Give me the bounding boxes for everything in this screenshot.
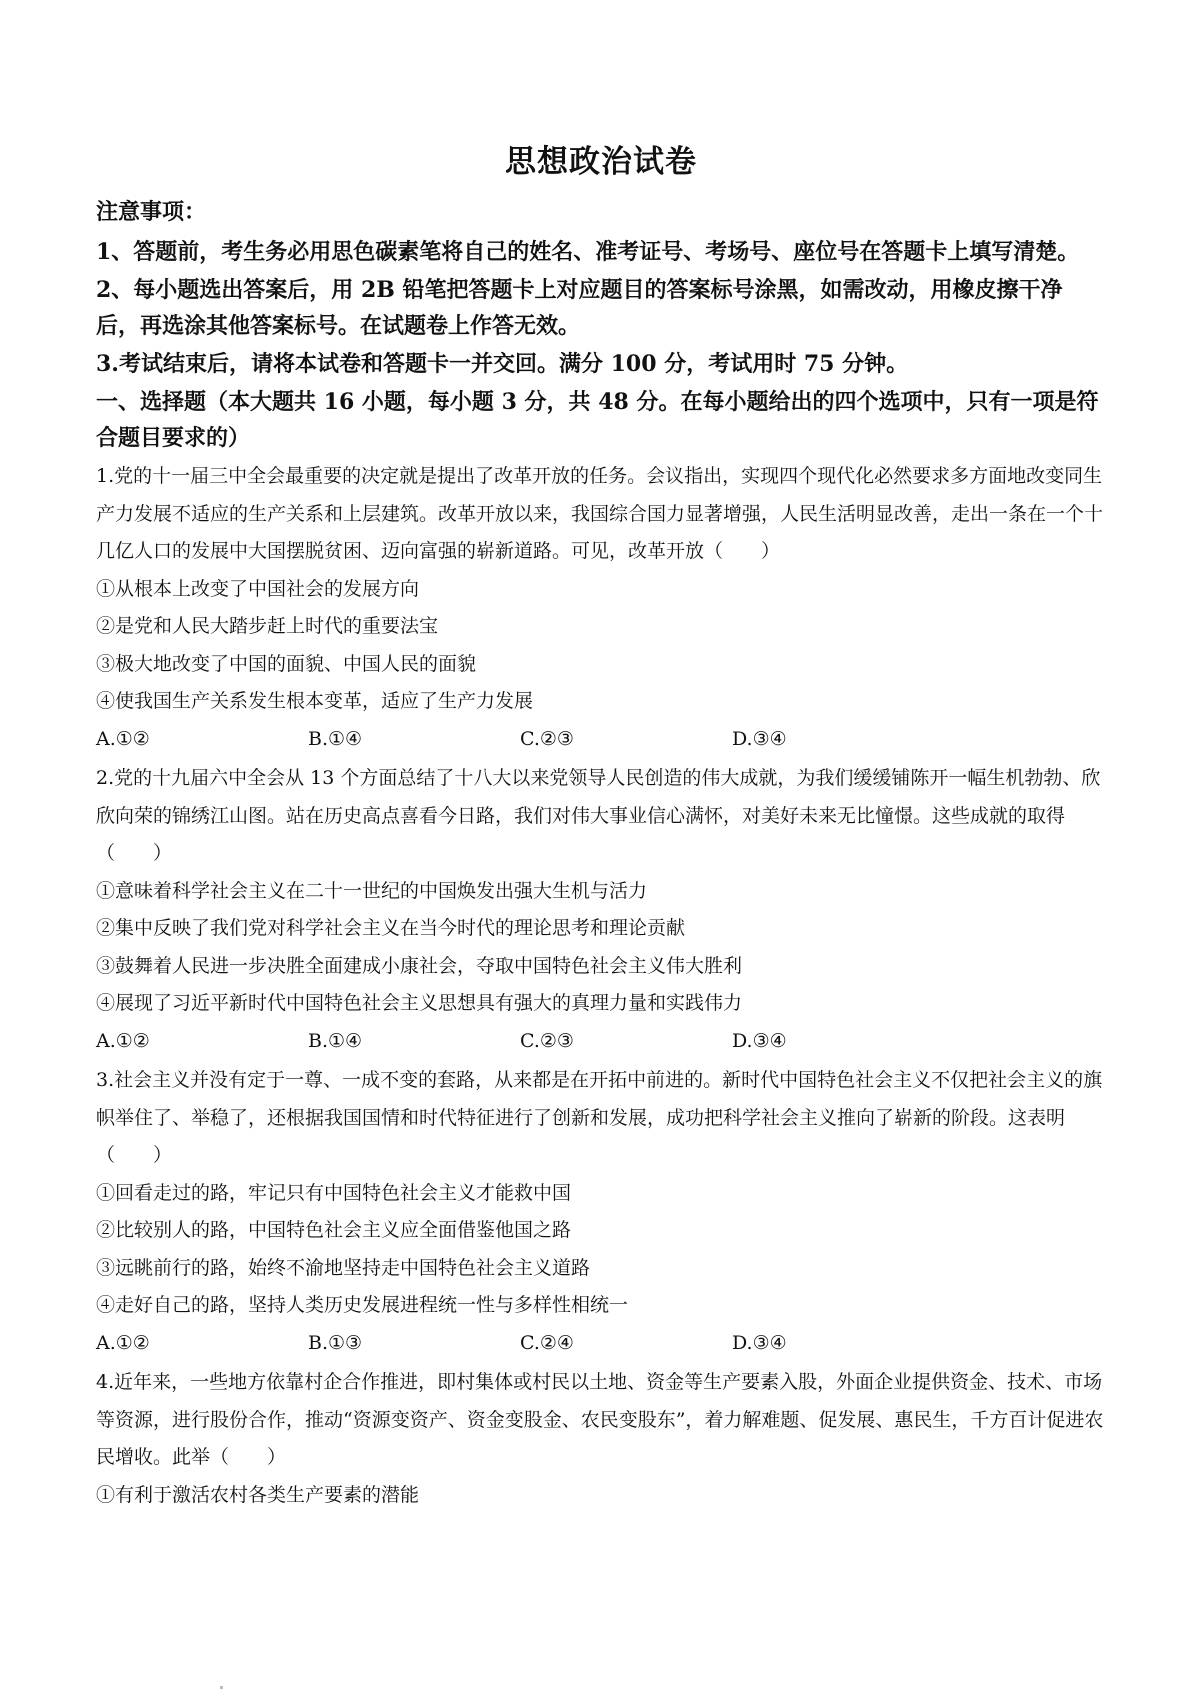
answer-options [96, 1023, 1106, 1061]
option-b: B.①③ [308, 1331, 363, 1354]
option-c: C.②④ [520, 1331, 574, 1354]
option-d: D.③④ [732, 1331, 787, 1354]
answer-options [96, 721, 1106, 759]
option-d: D.③④ [732, 1029, 787, 1052]
statement: ④使我国生产关系发生根本变革，适应了生产力发展 [96, 690, 534, 712]
option-c: C.②③ [520, 1029, 574, 1052]
question-3 [96, 1062, 1106, 1362]
statement: ①意味着科学社会主义在二十一世纪的中国焕发出强大生机与活力 [96, 879, 648, 902]
question-stem: 1.党的十一届三中全会最重要的决定就是提出了改革开放的任务。会议指出，实现四个现代化必然要求多方面地改变同生产力发展不适应的生产关系和上层建筑。改革开放以来，我国综合国力显著增强，人民生活明显改善，走出一条在一个十几亿人口的发展中大国摆脱贫困、迈向富强的崭新道路。可见，改革开放（ ） [96, 465, 1104, 562]
notice-item: 3.考试结束后，请将本试卷和答题卡一并交回。满分 100 分，考试用时 75 分钟。 [96, 351, 909, 377]
statement: ③极大地改变了中国的面貌、中国人民的面貌 [96, 652, 477, 675]
notice-block [96, 194, 1106, 382]
statement: ②是党和人民大踏步赶上时代的重要法宝 [96, 615, 439, 637]
statement: ②比较别人的路，中国特色社会主义应全面借鉴他国之路 [96, 1219, 572, 1241]
option-d: D.③④ [732, 727, 787, 750]
question-1 [96, 458, 1106, 758]
statement: ②集中反映了我们党对科学社会主义在当今时代的理论思考和理论贡献 [96, 917, 686, 939]
option-a: A.①② [96, 1331, 150, 1354]
section-heading: 一、选择题（本大题共 16 小题，每小题 3 分，共 48 分。在每小题给出的四个选项中，只有一项是符合题目要求的） [96, 389, 1099, 451]
question-stem: 2.党的十九届六中全会从 13 个方面总结了十八大以来党领导人民创造的伟大成就，为我们缓缓铺陈开一幅生机勃勃、欣欣向荣的锦绣江山图。站在历史高点喜看今日路，我们对伟大事业信心满怀，对美好未来无比憧憬。这些成就的取得（ ） [96, 767, 1101, 864]
exam-page [96, 136, 1106, 1514]
statement: ①回看走过的路，牢记只有中国特色社会主义才能救中国 [96, 1181, 572, 1204]
statement: ①有利于激活农村各类生产要素的潜能 [96, 1483, 420, 1506]
option-b: B.①④ [308, 727, 363, 750]
question-2 [96, 760, 1106, 1060]
statement: ④展现了习近平新时代中国特色社会主义思想具有强大的真理力量和实践伟力 [96, 992, 743, 1014]
statement: ③远眺前行的路，始终不渝地坚持走中国特色社会主义道路 [96, 1256, 591, 1279]
statement: ③鼓舞着人民进一步决胜全面建成小康社会，夺取中国特色社会主义伟大胜利 [96, 954, 743, 977]
option-a: A.①② [96, 1029, 150, 1052]
option-b: B.①④ [308, 1029, 363, 1052]
statement: ①从根本上改变了中国社会的发展方向 [96, 577, 420, 600]
question-stem: 3.社会主义并没有定于一尊、一成不变的套路，从来都是在开拓中前进的。新时代中国特色社会主义不仅把社会主义的旗帜举住了、举稳了，还根据我国国情和时代特征进行了创新和发展，成功把科学社会主义推向了崭新的阶段。这表明（ ） [96, 1069, 1103, 1166]
notice-heading: 注意事项： [96, 199, 207, 225]
notice-item: 1、答题前，考生务必用思色碳素笔将自己的姓名、准考证号、考场号、座位号在答题卡上填写清楚。 [96, 239, 1080, 265]
question-4 [96, 1364, 1106, 1514]
page-title: 思想政治试卷 [505, 144, 697, 180]
question-stem: 4.近年来，一些地方依靠村企合作推进，即村集体或村民以土地、资金等生产要素入股，外面企业提供资金、技术、市场等资源，进行股份合作，推动“资源变资产、资金变股金、农民变股东”，着力解难题、促发展、惠民生，千方百计促进农民增收。此举（ ） [96, 1371, 1104, 1468]
page-mark [220, 1686, 223, 1689]
answer-options [96, 1325, 1106, 1363]
option-a: A.①② [96, 727, 150, 750]
notice-item: 2、每小题选出答案后，用 2B 铅笔把答题卡上对应题目的答案标号涂黑，如需改动，用橡皮擦干净后，再选涂其他答案标号。在试题卷上作答无效。 [96, 277, 1063, 339]
statement: ④走好自己的路，坚持人类历史发展进程统一性与多样性相统一 [96, 1294, 629, 1316]
option-c: C.②③ [520, 727, 574, 750]
